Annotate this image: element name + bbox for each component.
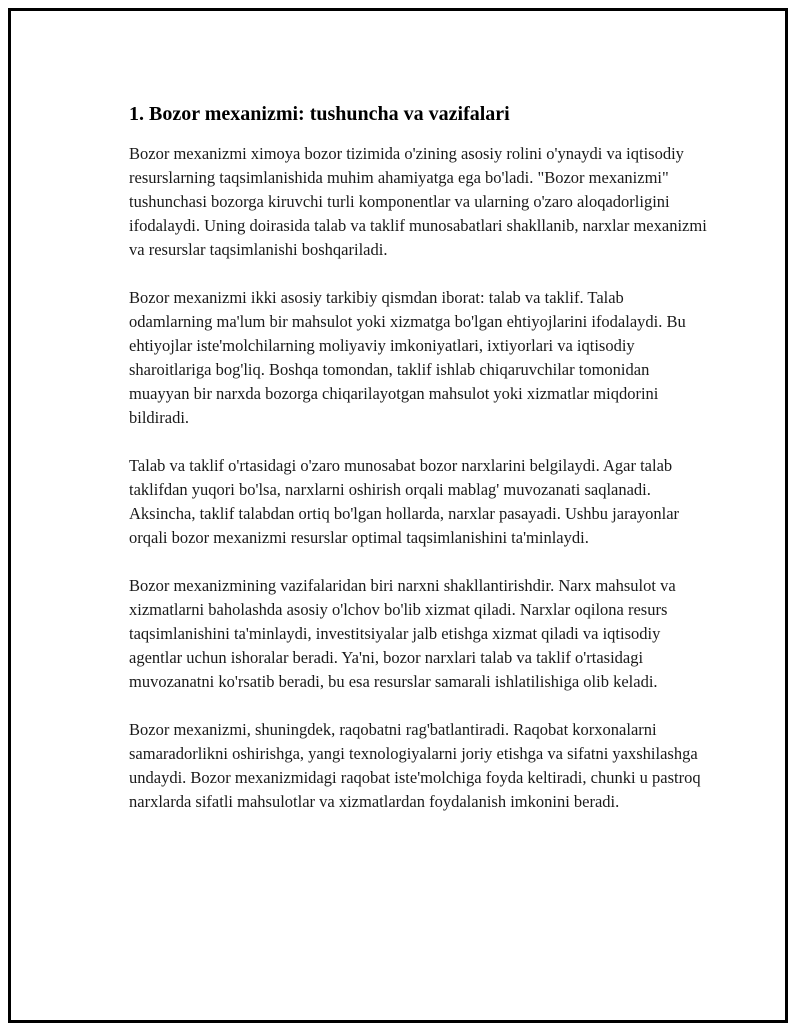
page-frame	[8, 8, 788, 1023]
paragraph: Bozor mexanizmi, shuningdek, raqobatni rag'batlantiradi. Raqobat korxonalarni samaradorlikni oshirishga, yangi texnologiyalarni joriy etishga va sifatni yaxshilashga undaydi. Bozor mexanizmidagi raqobat iste'molchiga foyda keltiradi, chunki u pastroq narxlarda sifatli mahsulotlar va xizmatlardan foydalanish imkonini beradi.	[129, 720, 701, 811]
section-heading: 1. Bozor mexanizmi: tushuncha va vazifalari	[129, 103, 510, 125]
paragraph: Bozor mexanizmining vazifalaridan biri narxni shakllantirishdir. Narx mahsulot va xizmatlarni baholashda asosiy o'lchov bo'lib xizmat qiladi. Narxlar oqilona resurs taqsimlanishini ta'minlaydi, investitsiyalar jalb etishga xizmat qiladi va iqtisodiy agentlar uchun ishoralar beradi. Ya'ni, bozor narxlari talab va taklif o'rtasidagi muvozanatni ko'rsatib beradi, bu esa resurslar samarali ishlatilishiga olib keladi.	[129, 576, 676, 691]
paragraph: Talab va taklif o'rtasidagi o'zaro munosabat bozor narxlarini belgilaydi. Agar talab taklifdan yuqori bo'lsa, narxlarni oshirish orqali mablag' muvozanati saqlanadi. Aksincha, taklif talabdan ortiq bo'lgan hollarda, narxlar pasayadi. Ushbu jarayonlar orqali bozor mexanizmi resurslar optimal taqsimlanishini ta'minlaydi.	[129, 456, 680, 547]
paragraph: Bozor mexanizmi ikki asosiy tarkibiy qismdan iborat: talab va taklif. Talab odamlarning ma'lum bir mahsulot yoki xizmatga bo'lgan ehtiyojlarini ifodalaydi. Bu ehtiyojlar iste'molchilarning moliyaviy imkoniyatlari, ixtiyorlari va iqtisodiy sharoitlariga bog'liq. Boshqa tomondan, taklif ishlab chiqaruvchilar tomonidan muayyan bir narxda bozorga chiqarilayotgan mahsulot yoki xizmatlar miqdorini bildiradi.	[129, 288, 686, 427]
paragraph: Bozor mexanizmi ximoya bozor tizimida o'zining asosiy rolini o'ynaydi va iqtisodiy resurslarning taqsimlanishida muhim ahamiyatga ega bo'ladi. "Bozor mexanizmi" tushunchasi bozorga kiruvchi turli komponentlar va ularning o'zaro aloqadorligini ifodalaydi. Uning doirasida talab va taklif munosabatlari shakllanib, narxlar mexanizmi va resurslar taqsimlanishi boshqariladi.	[129, 144, 707, 259]
document-body	[129, 101, 709, 838]
